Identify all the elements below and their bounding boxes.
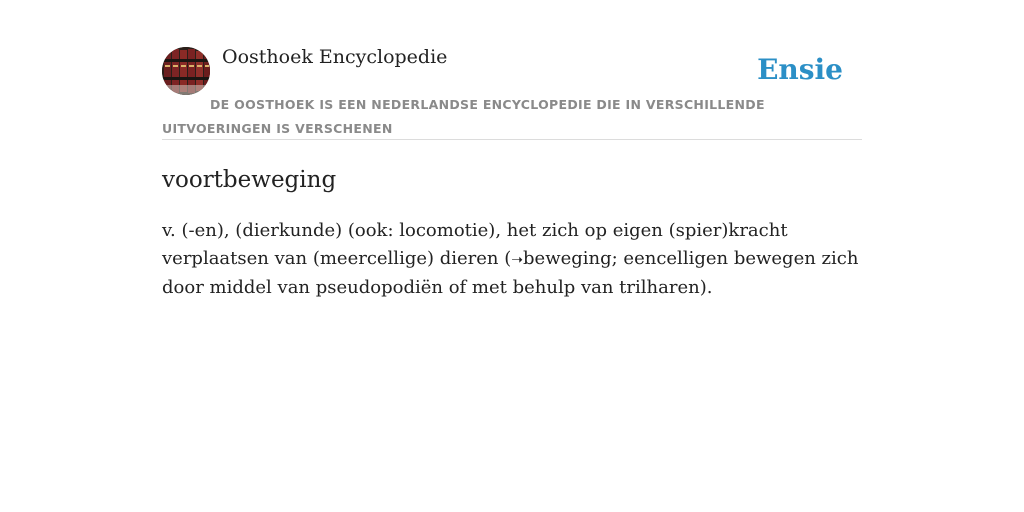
brand-logo[interactable]: Ensie: [757, 53, 843, 86]
header: [162, 47, 862, 140]
entry-definition: [162, 217, 862, 302]
entry-term: voortbeweging: [162, 167, 337, 193]
book-spines-icon: [162, 47, 210, 95]
avatar[interactable]: [162, 47, 210, 95]
source-title[interactable]: Oosthoek Encyclopedie: [222, 46, 448, 68]
cross-reference-text[interactable]: beweging; eencelligen bewegen zich door middel van pseudopodiën of met behulp van trilharen).: [162, 248, 859, 298]
page: [162, 0, 862, 302]
source-description: DE OOSTHOEK IS EEN NEDERLANDSE ENCYCLOPEDIE DIE IN VERSCHILLENDE UITVOERINGEN IS VERSCHENEN: [162, 97, 765, 136]
definition-text-start: v. (-en), (dierkunde) (ook: locomotie), het zich op eigen (spier)kracht verplaatsen van (meercellige) dieren (: [162, 220, 788, 269]
cross-reference-arrow-icon: ➝: [511, 252, 524, 268]
